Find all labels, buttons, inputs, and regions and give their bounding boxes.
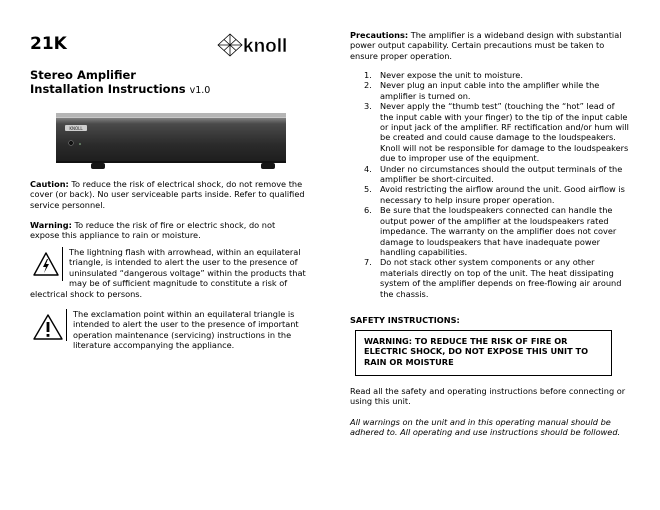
safety-warning-text: WARNING: TO REDUCE THE RISK OF FIRE OR ELECTRIC SHOCK, DO NOT EXPOSE THIS UNIT TO RAIN OR MOISTURE xyxy=(364,336,589,367)
safety-warning-box xyxy=(355,330,612,376)
list-item-number: 6. xyxy=(364,205,372,216)
warning-text: To reduce the risk of fire or electric shock, do not expose this appliance to rain or moisture. xyxy=(30,220,276,241)
list-item xyxy=(350,184,630,205)
exclamation-note-text: The exclamation point within an equilateral triangle is intended to alert the user to the presence of important operation maintenance (servicing) instructions in the literature accompanying the appliance. xyxy=(73,309,299,351)
list-item xyxy=(350,257,630,299)
knoll-logo xyxy=(216,32,307,58)
precautions-label: Precautions: xyxy=(350,30,409,40)
list-item-number: 1. xyxy=(364,70,372,80)
list-item-number: 7. xyxy=(364,257,372,268)
safety-instructions-heading: SAFETY INSTRUCTIONS: xyxy=(350,315,460,325)
adherence-note: All warnings on the unit and in this operating manual should be adhered to. All operating and use instructions should be followed. xyxy=(350,417,621,438)
list-item-text: Under no circumstances should the output terminals of the amplifier be short-circuited. xyxy=(380,163,623,185)
list-item xyxy=(350,101,630,163)
lightning-triangle-icon xyxy=(30,247,63,281)
read-instructions-text: Read all the safety and operating instructions before connecting or using this unit. xyxy=(350,386,626,407)
amplifier-photo xyxy=(55,112,287,174)
list-item-text: Do not stack other system components or any other materials directly on top of the unit. The heat dissipating system of the amplifier depends on free-flowing air around the chassis. xyxy=(380,257,622,299)
caution-label: Caution: xyxy=(30,179,69,189)
list-item-number: 4. xyxy=(364,163,372,174)
logo-wordmark: knoll xyxy=(243,36,288,57)
list-item-number: 3. xyxy=(364,101,372,112)
power-button-icon xyxy=(69,141,74,146)
model-number: 21K xyxy=(30,34,67,54)
title-line-1: Stereo Amplifier xyxy=(30,68,136,82)
lightning-symbol-note xyxy=(30,247,306,299)
list-item xyxy=(350,80,630,101)
exclamation-triangle-icon xyxy=(30,309,67,341)
exclamation-symbol-note xyxy=(30,309,306,351)
list-item-text: Avoid restricting the airflow around the unit. Good airflow is necessary to help insure proper operation. xyxy=(380,184,625,205)
knoll-logo-icon xyxy=(216,32,307,58)
amp-badge: KNOLL xyxy=(69,126,83,131)
lightning-note-text: The lightning flash with arrowhead, within an equilateral triangle, is intended to alert the user to the presence of uninsulated “dangerous voltage” within the products that may be of sufficient magnitude to constitute a risk of electrical shock to persons. xyxy=(30,247,306,299)
warning-label: Warning: xyxy=(30,220,72,230)
list-item xyxy=(350,70,630,80)
list-item-text: Never plug an input cable into the amplifier while the amplifier is turned on. xyxy=(380,80,600,101)
list-item xyxy=(350,164,630,185)
title-line-2: Installation Instructions xyxy=(30,82,186,96)
list-item-number: 5. xyxy=(364,184,372,195)
list-item-text: Be sure that the loudspeakers connected can handle the output power of the amplifier at the loudspeakers rated impedance. The warranty on the amplifier does not cover damage to loudspeakers that have inadequate power handling capabilities. xyxy=(380,205,617,257)
list-item-text: Never apply the “thumb test” (touching the “hot” lead of the input cable with your finger) to the tip of the input cable or input jack of the amplifier. RF rectification and/or hum will be created and could cause damage to the loudspeakers. Knoll will not be responsible for damage to the loudspeakers due to improper use of the equipment. xyxy=(380,101,629,164)
caution-paragraph xyxy=(30,179,305,210)
led-icon xyxy=(79,143,81,145)
precautions-intro xyxy=(350,30,630,61)
version-label: v1.0 xyxy=(189,85,211,96)
document-title xyxy=(30,68,310,98)
foot-icon xyxy=(91,163,105,169)
list-item-text: Never expose the unit to moisture. xyxy=(380,70,523,80)
caution-text: To reduce the risk of electrical shock, do not remove the cover (or back). No user serviceable parts inside. Refer to qualified service personnel. xyxy=(30,179,305,210)
foot-icon xyxy=(261,163,275,169)
list-item xyxy=(350,205,630,257)
list-item-number: 2. xyxy=(364,80,372,91)
warning-paragraph xyxy=(30,220,305,241)
precautions-list xyxy=(350,70,630,299)
precautions-intro-text: The amplifier is a wideband design with substantial power output capability. Certain precautions must be taken to ensure proper operation. xyxy=(350,30,622,61)
